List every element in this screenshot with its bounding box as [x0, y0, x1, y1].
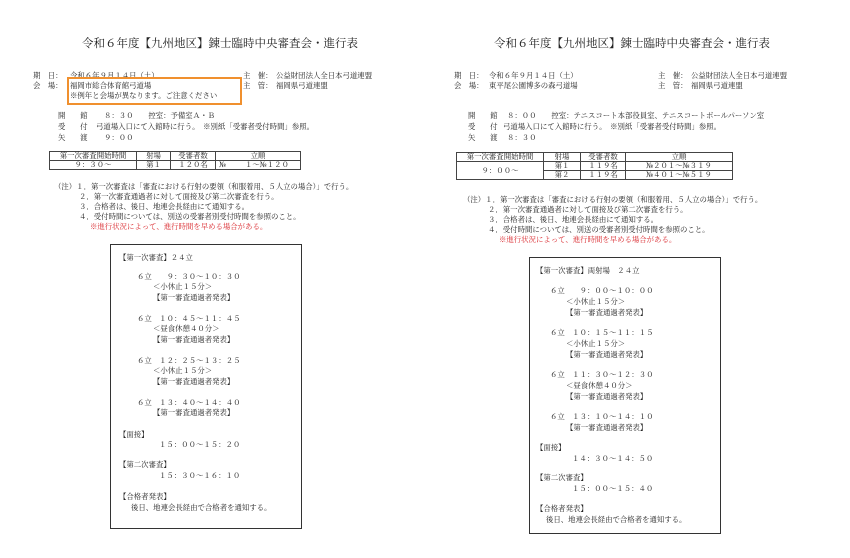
- note-3: ３．合格者は、後日、地連会長経由にて通知する。: [79, 202, 249, 211]
- sched-second-heading: 【第二次審査】: [119, 460, 171, 469]
- venue-value: 福岡市総合体育館弓道場: [70, 81, 152, 90]
- header-start-time: 第一次審査開始時間: [50, 152, 137, 161]
- sched-round-1: ６立 ９：００～１０：００: [550, 286, 654, 295]
- start-table: [456, 152, 733, 180]
- note-4: ４．受付時間については、別送の受審者別受付時間を参照のこと。: [79, 212, 301, 221]
- sched-second-time: １５：００～１５：４０: [572, 484, 654, 493]
- sched-interview-heading: 【面接】: [536, 443, 566, 452]
- sched-break-1: ＜小休止１５分＞: [153, 282, 213, 291]
- venue-note: ※例年と会場が異なります。ご注意ください: [70, 91, 218, 100]
- header-order: 立順: [216, 152, 301, 161]
- header-start-time: 第一次審査開始時間: [457, 153, 544, 162]
- date-label: 期 日：: [454, 71, 484, 80]
- row-start-time: ９：３０～: [50, 161, 137, 170]
- note-2: ２．第一次審査通過者に対して面接及び第二次審査を行う。: [79, 192, 279, 201]
- host-label: 主 催：: [243, 71, 273, 80]
- sched-interview-time: １４：３０～１４：５０: [572, 454, 654, 463]
- sched-result-text: 後日、地連会長経由で合格者を通知する。: [546, 515, 687, 524]
- start-table: [49, 151, 301, 170]
- yaya-value: ９：００: [104, 133, 134, 142]
- sched-round-3: ６立 １２：２５～１３：２５: [137, 356, 241, 365]
- sched-round-1: ６立 ９：３０～１０：３０: [137, 272, 241, 281]
- sched-announce-2: 【第一審査通過者発表】: [153, 335, 235, 344]
- yaya-label: 矢 渡: [58, 133, 88, 142]
- row-order: １～№１２０: [234, 161, 301, 170]
- sched-announce-3: 【第一審査通過者発表】: [566, 392, 648, 401]
- date-value: 令和６年９月１４日（土）: [70, 71, 159, 80]
- opening-label: 開 館: [58, 111, 88, 120]
- note-4: ４．受付時間については、別送の受審者別受付時間を参照のこと。: [488, 225, 710, 234]
- right-page: [425, 0, 850, 558]
- venue-value: 東平尾公園博多の森弓道場: [489, 81, 578, 90]
- host-value: 公益財団法人全日本弓道連盟: [276, 71, 373, 80]
- venue-label: 会 場：: [454, 81, 484, 90]
- venue-highlight-box: [67, 77, 242, 105]
- yaya-value: ８：３０: [507, 133, 537, 142]
- row1-range: 第１: [544, 162, 581, 171]
- sched-second-time: １５：３０～１６：１０: [159, 471, 241, 480]
- sched-announce-1: 【第一審査通過者発表】: [566, 308, 648, 317]
- venue-label: 会 場：: [33, 81, 63, 90]
- sched-break-3: ＜小休止１５分＞: [153, 366, 213, 375]
- page-title: 令和６年度【九州地区】錬士臨時中央審査会・進行表: [82, 36, 358, 50]
- schedule-box: [529, 257, 721, 534]
- note-3: ３．合格者は、後日、地連会長経由にて通知する。: [488, 215, 658, 224]
- opening-value: ８：００ 控室：テニスコート本部役員室、テニスコートボールパーソン室: [507, 111, 765, 120]
- warning-note: ※進行状況によって、進行時間を早める場合がある。: [499, 235, 677, 244]
- row1-order: №２０１～№３１９: [626, 162, 733, 171]
- row1-count: １１９名: [581, 162, 626, 171]
- note-2: ２．第一次審査通過者に対して面接及び第二次審査を行う。: [488, 205, 688, 214]
- sched-result-heading: 【合格者発表】: [536, 504, 588, 513]
- header-range: 射場: [137, 152, 171, 161]
- manager-label: 主 管：: [243, 81, 273, 90]
- sched-break-2: ＜昼食休憩４０分＞: [153, 324, 220, 333]
- sched-result-heading: 【合格者発表】: [119, 492, 171, 501]
- header-order: 立順: [626, 153, 733, 162]
- row2-range: 第２: [544, 171, 581, 180]
- reception-value: 弓道場入口にて入館時に行う。 ※別紙「受審者受付時間」参照。: [96, 122, 315, 131]
- sched-round-2: ６立 １０：４５～１１：４５: [137, 314, 241, 323]
- manager-label: 主 管：: [658, 81, 688, 90]
- row-range: 第１: [137, 161, 171, 170]
- sched-break-2: ＜小休止１５分＞: [566, 339, 626, 348]
- sched-second-heading: 【第二次審査】: [536, 473, 588, 482]
- row2-order: №４０１～№５１９: [626, 171, 733, 180]
- date-label: 期 日：: [33, 71, 63, 80]
- sched-announce-1: 【第一審査通過者発表】: [153, 293, 235, 302]
- sched-break-3: ＜昼食休憩４０分＞: [566, 381, 633, 390]
- opening-label: 開 館: [468, 111, 498, 120]
- sched-round-4: ６立 １３：１０～１４：１０: [550, 412, 654, 421]
- sched-heading: 【第一次審査】両射場 ２４立: [536, 266, 640, 275]
- header-count: 受審者数: [171, 152, 216, 161]
- sched-heading: 【第一次審査】２４立: [119, 253, 193, 262]
- note-1: （注）１．第一次審査は「審査における行射の要領（和服着用、５人立の場合）」で行う。: [463, 195, 763, 204]
- date-value: 令和６年９月１４日（土）: [489, 71, 578, 80]
- sched-round-4: ６立 １３：４０～１４：４０: [137, 398, 241, 407]
- sched-round-3: ６立 １１：３０～１２：３０: [550, 370, 654, 379]
- note-1: （注）１．第一次審査は「審査における行射の要領（和服着用、５人立の場合）」で行う。: [54, 182, 354, 191]
- row-start-time: ９：００～: [457, 162, 544, 180]
- host-label: 主 催：: [658, 71, 688, 80]
- sched-round-2: ６立 １０：１５～１１：１５: [550, 328, 654, 337]
- row-order-prefix: №: [216, 161, 235, 170]
- sched-result-text: 後日、地連会長経由で合格者を通知する。: [131, 503, 272, 512]
- reception-label: 受 付: [468, 122, 498, 131]
- yaya-label: 矢 渡: [468, 133, 498, 142]
- row-count: １２０名: [171, 161, 216, 170]
- sched-announce-3: 【第一審査通過者発表】: [153, 377, 235, 386]
- sched-interview-heading: 【面接】: [119, 430, 149, 439]
- host-value: 公益財団法人全日本弓道連盟: [691, 71, 788, 80]
- manager-value: 福岡県弓道連盟: [276, 81, 328, 90]
- sched-interview-time: １５：００～１５：２０: [159, 440, 241, 449]
- reception-value: 弓道場入口にて入館時に行う。 ※別紙「受審者受付時間」参照。: [503, 122, 722, 131]
- reception-label: 受 付: [58, 122, 88, 131]
- opening-value: ８：３０ 控室：予備室Ａ・Ｂ: [104, 111, 215, 120]
- page-title: 令和６年度【九州地区】錬士臨時中央審査会・進行表: [494, 36, 770, 50]
- sched-announce-2: 【第一審査通過者発表】: [566, 350, 648, 359]
- warning-note: ※進行状況によって、進行時間を早める場合がある。: [90, 222, 268, 231]
- header-range: 射場: [544, 153, 581, 162]
- row2-count: １１９名: [581, 171, 626, 180]
- header-count: 受審者数: [581, 153, 626, 162]
- sched-announce-4: 【第一審査通過者発表】: [153, 408, 235, 417]
- sched-break-1: ＜小休止１５分＞: [566, 297, 626, 306]
- sched-announce-4: 【第一審査通過者発表】: [566, 423, 648, 432]
- schedule-box: [110, 244, 302, 529]
- manager-value: 福岡県弓道連盟: [691, 81, 743, 90]
